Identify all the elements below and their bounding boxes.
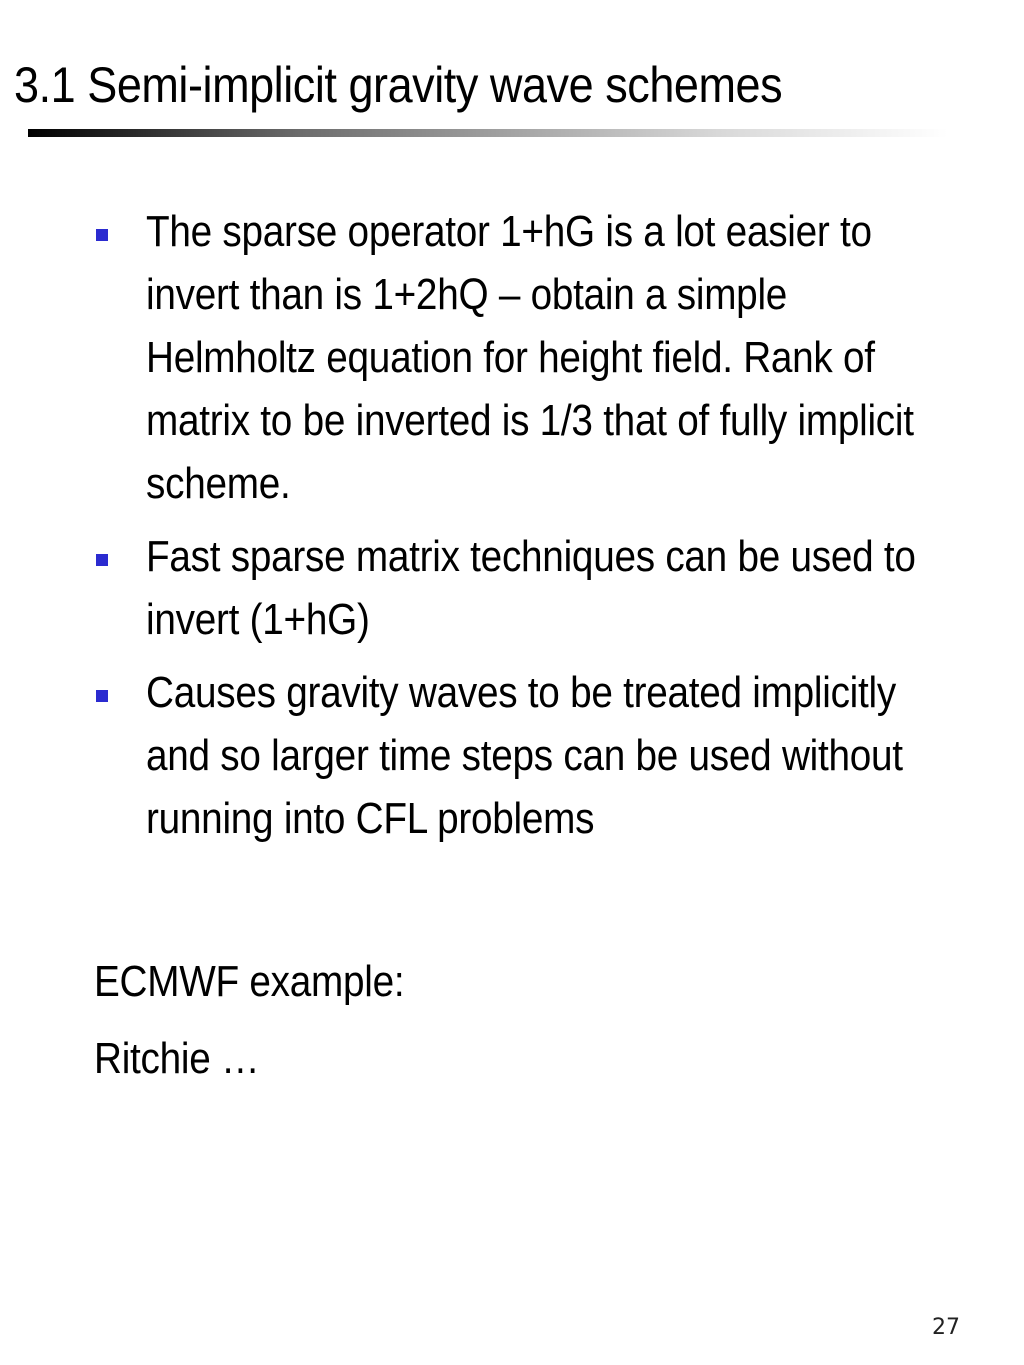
bullet-text: Fast sparse matrix techniques can be used to invert (1+hG) <box>146 532 916 644</box>
page-number: 27 <box>932 1315 960 1340</box>
title-underline-rule <box>28 129 948 137</box>
example-reference: Ritchie … <box>94 1034 260 1083</box>
bullet-list <box>94 200 954 860</box>
slide-title: 3.1 Semi-implicit gravity wave schemes <box>14 57 783 113</box>
bullet-item <box>94 661 954 850</box>
bullet-text: Causes gravity waves to be treated implicitly and so larger time steps can be used without running into CFL problems <box>146 668 903 843</box>
square-bullet-icon <box>96 554 108 566</box>
bullet-item <box>94 525 954 651</box>
square-bullet-icon <box>96 690 108 702</box>
square-bullet-icon <box>96 229 108 241</box>
bullet-text: The sparse operator 1+hG is a lot easier to invert than is 1+2hQ – obtain a simple Helmholtz equation for height field. Rank of matrix to be inverted is 1/3 that of fully implicit scheme. <box>146 207 914 508</box>
bullet-item <box>94 200 954 515</box>
example-label: ECMWF example: <box>94 957 405 1006</box>
